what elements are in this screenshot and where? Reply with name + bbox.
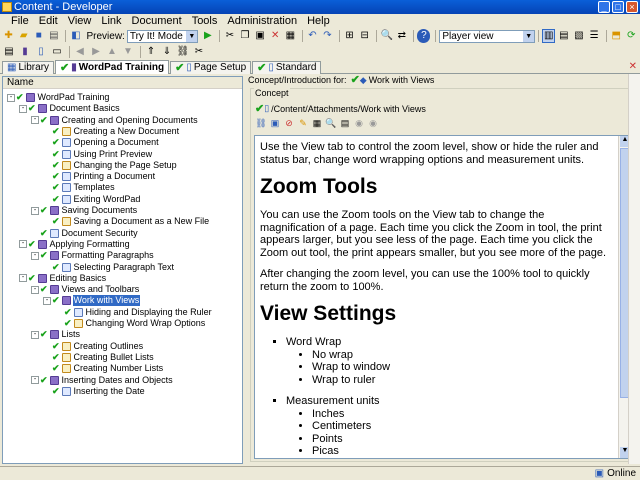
expander-icon[interactable]: - — [31, 116, 39, 124]
page-icon — [62, 387, 71, 396]
close-tab-icon[interactable]: ✕ — [628, 61, 637, 72]
expander-icon[interactable]: - — [43, 297, 51, 305]
book-icon — [50, 330, 59, 339]
expander-icon[interactable]: - — [19, 240, 27, 248]
quiz-icon — [62, 161, 71, 170]
expander-icon[interactable]: - — [31, 331, 39, 339]
check-icon: ✔ — [52, 295, 60, 306]
concept-group-label: Concept — [255, 88, 289, 98]
tree-node[interactable] — [31, 115, 199, 126]
concept-for-bar — [248, 74, 434, 86]
tree-node-label: Document Security — [61, 227, 138, 238]
outline-tree — [2, 76, 243, 464]
concept-toolbar — [255, 117, 379, 129]
check-icon: ✔ — [52, 148, 60, 159]
tree-node[interactable] — [31, 375, 174, 386]
copy-icon[interactable]: ❐ — [240, 30, 250, 41]
print-icon[interactable]: ▤ — [49, 30, 59, 41]
attachment-path — [255, 102, 426, 115]
close-button[interactable]: × — [626, 1, 638, 13]
insert-book-icon[interactable]: ▮ — [22, 46, 28, 57]
list-item: • Picas — [312, 445, 626, 458]
tree-node-label: Hiding and Displaying the Ruler — [85, 306, 212, 317]
maximize-button[interactable]: □ — [612, 1, 624, 13]
tree-node-label: Templates — [73, 182, 115, 193]
page-icon: ◆ — [359, 75, 367, 85]
page-icon — [62, 150, 71, 159]
check-icon: ✔ — [52, 182, 60, 193]
tree-node[interactable] — [43, 149, 153, 160]
network-icon: ▣ — [594, 468, 605, 479]
check-icon: ✔ — [64, 318, 72, 328]
page-icon — [62, 195, 71, 204]
cut-icon[interactable]: ✂ — [225, 30, 235, 41]
concept-group — [250, 88, 634, 462]
tree-node[interactable] — [19, 103, 121, 114]
book-icon — [50, 251, 59, 260]
main-toolbar — [0, 28, 640, 44]
check-icon: ✔ — [16, 92, 24, 102]
unlink-icon[interactable]: ⊘ — [285, 118, 293, 128]
zoom-paragraph-1: You can use the Zoom tools on the View tab to change the magnification of a page. Each time you click the Zoom in tool, the print appears larger, but you see less of the page. Each time you click the Zoom out tool, the print appears smaller, but you see more of the page. — [260, 209, 607, 259]
panel-scrollbar[interactable] — [628, 74, 640, 464]
tree-node[interactable] — [43, 126, 180, 137]
list-item: • Inches — [312, 408, 626, 421]
tree-node[interactable] — [31, 284, 140, 295]
tab-standard[interactable]: ✔ ▯ Standard — [252, 61, 321, 74]
properties-icon[interactable]: ▦ — [285, 30, 296, 41]
check-icon: ✔ — [255, 103, 265, 115]
tree-node-label: Document Basics — [49, 103, 120, 114]
link-icon[interactable]: ⛓ — [255, 118, 267, 128]
replace-icon[interactable]: ⇄ — [397, 30, 406, 41]
tree-node[interactable] — [43, 194, 141, 205]
tree-node[interactable] — [43, 160, 178, 171]
check-icon: ✔ — [28, 103, 36, 114]
tree-node-label: Inserting the Date — [73, 385, 145, 396]
book-icon — [62, 296, 71, 305]
tree-node[interactable] — [43, 363, 164, 374]
insert-section-icon[interactable]: ▭ — [52, 46, 62, 57]
template-icon: ▯ — [268, 62, 274, 73]
list-item: ▪ Word Wrap • No wrap • Wrap to window • Wrap to ruler — [286, 336, 626, 386]
page-icon — [74, 308, 83, 317]
list-item: • Points — [312, 433, 626, 446]
check-icon: ✔ — [350, 74, 360, 86]
forward-icon[interactable]: ◉ — [369, 118, 377, 128]
zoom-paragraph-2: After changing the zoom level, you can use the 100% tool to quickly return the zoom to 100%. — [260, 268, 590, 293]
minimize-button[interactable]: _ — [598, 1, 610, 13]
paste-icon[interactable]: ▣ — [255, 30, 265, 41]
redo-icon[interactable]: ↷ — [323, 30, 332, 41]
zoom-tools-heading: Zoom Tools — [260, 175, 378, 198]
outline-view-icon[interactable]: ▧ — [574, 30, 584, 41]
arrow-up-icon[interactable]: ▲ — [107, 46, 117, 57]
page-icon — [62, 263, 71, 272]
check-icon: ✔ — [52, 261, 60, 272]
tree-node-label: Printing a Document — [73, 171, 156, 182]
tree-node-label: Applying Formatting — [49, 238, 130, 249]
tree-node-label: Changing the Page Setup — [73, 159, 177, 170]
image-icon[interactable]: ▣ — [270, 118, 280, 128]
tree-node[interactable] — [19, 273, 107, 284]
refresh-icon[interactable]: ⟳ — [627, 30, 636, 41]
go-icon[interactable]: ▶ — [204, 30, 212, 41]
tree-node-label: Lists — [61, 329, 81, 340]
book-icon: ▮ — [71, 61, 77, 73]
list-item: • Wrap to ruler — [312, 374, 626, 387]
check-icon: ✔ — [28, 272, 36, 283]
chevron-down-icon: ▼ — [523, 31, 534, 42]
book-icon — [50, 285, 59, 294]
menu-link[interactable]: Link — [101, 15, 122, 27]
check-icon: ✔ — [52, 385, 60, 396]
check-icon: ✔ — [40, 284, 48, 295]
page-icon — [62, 183, 71, 192]
menu-view[interactable]: View — [67, 15, 92, 27]
status-text: Online — [607, 468, 636, 479]
arrow-down-icon[interactable]: ▼ — [123, 46, 133, 57]
list-item: • Centimeters — [312, 420, 626, 433]
tree-node[interactable] — [31, 228, 139, 239]
concept-for-value: Work with Views — [368, 75, 435, 85]
check-icon: ✔ — [52, 125, 60, 136]
concept-for-label: Concept/Introduction for: — [248, 75, 347, 85]
book-icon — [38, 274, 47, 283]
tree-node[interactable] — [43, 341, 144, 352]
outline-icon[interactable]: ▤ — [4, 46, 14, 57]
new-icon[interactable]: ✚ — [4, 30, 13, 41]
split-view-icon[interactable]: ▤ — [559, 30, 569, 41]
check-icon: ✔ — [175, 62, 185, 74]
tree-node-label: Saving Documents — [61, 205, 138, 215]
preview-icon[interactable]: ◧ — [71, 30, 81, 41]
check-in-icon[interactable]: ⇑ — [146, 46, 156, 57]
arrow-right-icon[interactable]: ▶ — [92, 46, 100, 57]
check-icon: ✔ — [52, 363, 60, 374]
expander-icon[interactable]: - — [31, 286, 39, 294]
tree-node-label: Creating Bullet Lists — [73, 351, 154, 362]
view-settings-heading: View Settings — [260, 302, 397, 325]
arrow-left-icon[interactable]: ◀ — [76, 46, 84, 57]
tree-node[interactable] — [43, 262, 175, 273]
check-icon: ✔ — [64, 306, 72, 317]
app-icon — [2, 2, 12, 12]
check-icon: ✔ — [40, 250, 48, 261]
page-icon — [62, 138, 71, 147]
tree-node[interactable] — [31, 329, 81, 340]
check-icon: ✔ — [52, 340, 60, 351]
quiz-icon — [62, 127, 71, 136]
check-icon: ✔ — [52, 137, 60, 148]
tree-node-label: Creating a New Document — [73, 125, 180, 136]
expander-icon[interactable]: - — [7, 94, 15, 102]
check-out-icon[interactable]: ⇓ — [162, 46, 172, 57]
tree-node[interactable] — [31, 250, 155, 261]
tree-node-label: Selecting Paragraph Text — [73, 261, 174, 272]
book-icon — [38, 240, 47, 249]
menu-administration[interactable]: Administration — [227, 15, 298, 27]
check-icon: ✔ — [52, 171, 60, 182]
tree-node[interactable] — [43, 295, 140, 306]
page-icon: ▯ — [264, 103, 270, 113]
check-icon: ✔ — [40, 227, 48, 238]
settings-list — [286, 336, 626, 458]
page-icon — [62, 172, 71, 181]
tree-node[interactable] — [43, 216, 210, 227]
tree-node-label: Views and Toolbars — [61, 284, 140, 295]
tree-node[interactable] — [7, 92, 110, 103]
tree-node[interactable] — [55, 307, 213, 318]
quiz-icon — [74, 319, 83, 328]
check-icon: ✔ — [52, 351, 60, 362]
back-icon[interactable]: ◉ — [355, 118, 363, 128]
status-bar — [0, 466, 640, 480]
scroll-up-icon[interactable]: ▲ — [620, 136, 630, 147]
check-icon: ✔ — [52, 216, 60, 227]
menu-help[interactable]: Help — [307, 15, 330, 27]
preview-mode-value: Try It! Mode — [129, 30, 183, 42]
preview-icon[interactable]: ▤ — [340, 118, 350, 128]
tree-node-label: Creating Outlines — [73, 340, 144, 351]
preview-mode-select[interactable] — [127, 30, 198, 43]
check-icon: ✔ — [60, 61, 70, 74]
tree-node-label: Work with Views — [73, 295, 140, 306]
list-item: • No wrap — [312, 349, 626, 362]
attachment-path-text: /Content/Attachments/Work with Views — [271, 103, 426, 114]
tab-wordpad-training[interactable]: ✔ ▮ WordPad Training — [55, 60, 169, 74]
check-icon: ✔ — [40, 114, 48, 125]
preview-label: Preview: — [86, 30, 125, 42]
edit-icon[interactable]: ✎ — [299, 118, 307, 128]
concept-content[interactable] — [254, 135, 631, 459]
tree-node-label: Creating and Opening Documents — [61, 114, 198, 125]
publish-icon[interactable]: ⬒ — [611, 30, 621, 41]
quiz-icon — [62, 342, 71, 351]
tab-page-setup[interactable]: ✔ ▯ Page Setup — [170, 61, 251, 74]
tree-node-label: Editing Basics — [49, 272, 107, 283]
tree-node[interactable] — [43, 171, 156, 182]
tab-library[interactable]: ▦ Library — [2, 61, 54, 74]
expander-icon[interactable]: - — [31, 252, 39, 260]
check-icon: ✔ — [40, 329, 48, 340]
tree-node[interactable] — [31, 205, 138, 216]
title-bar — [0, 0, 640, 14]
player-view-value: Player view — [442, 30, 494, 42]
menu-bar — [0, 14, 640, 28]
tree-node-label: Inserting Dates and Objects — [61, 374, 173, 385]
properties-icon[interactable]: ▦ — [312, 118, 322, 128]
tree-node[interactable] — [43, 182, 116, 193]
expander-icon[interactable]: - — [19, 105, 27, 113]
check-icon: ✔ — [40, 205, 48, 215]
tree-header: Name — [3, 77, 242, 89]
book-icon — [38, 104, 47, 113]
insert-page-icon[interactable]: ▯ — [38, 46, 44, 57]
player-view-select[interactable] — [439, 30, 535, 43]
check-icon: ✔ — [40, 374, 48, 385]
check-icon: ✔ — [28, 238, 36, 249]
book-icon — [50, 116, 59, 125]
menu-edit[interactable]: Edit — [38, 15, 58, 27]
menu-document[interactable]: Document — [131, 15, 182, 27]
expander-icon[interactable]: - — [31, 376, 39, 384]
tree-node[interactable] — [43, 352, 155, 363]
intro-paragraph: Use the View tab to control the zoom level, show or hide the ruler and status bar, change word wrapping options and measurement units. — [260, 141, 599, 166]
help-icon[interactable]: ? — [417, 29, 430, 43]
tree-node-label: Saving a Document as a New File — [73, 216, 210, 227]
expander-icon[interactable]: - — [19, 274, 27, 282]
scroll-down-icon[interactable]: ▼ — [620, 447, 630, 458]
document-tabs — [0, 60, 640, 74]
book-icon — [50, 206, 59, 215]
tree-node-label: Exiting WordPad — [73, 193, 141, 204]
layout-view-icon[interactable]: ▥ — [543, 30, 554, 41]
outline-toolbar — [0, 44, 640, 60]
quiz-icon — [62, 364, 71, 373]
expander-icon[interactable]: - — [31, 207, 39, 215]
list-item: • Wrap to window — [312, 361, 626, 374]
tree-node[interactable] — [43, 386, 146, 397]
tree-node-label: Opening a Document — [73, 137, 159, 148]
tree-node-label: Changing Word Wrap Options — [85, 318, 206, 328]
list-item: ▪ Measurement units • Inches • Centimeters • Points • Picas — [286, 395, 626, 458]
save-icon[interactable]: ■ — [35, 30, 42, 41]
tree-node[interactable] — [55, 318, 206, 329]
check-icon: ✔ — [257, 62, 267, 74]
tree-node-label: WordPad Training — [37, 92, 110, 102]
menu-file[interactable]: File — [11, 15, 29, 27]
undo-icon[interactable]: ↶ — [308, 30, 317, 41]
open-icon[interactable]: ▰ — [19, 30, 28, 41]
check-icon: ✔ — [52, 193, 60, 204]
zoom-out-icon[interactable]: ⊟ — [360, 30, 369, 41]
menu-tools[interactable]: Tools — [191, 15, 218, 27]
tree-node[interactable] — [19, 239, 131, 250]
window-title: Content - Developer — [14, 1, 113, 13]
list-view-icon[interactable]: ☰ — [589, 30, 599, 41]
book-icon — [26, 93, 35, 102]
find-icon[interactable]: 🔍 — [380, 30, 393, 41]
book-icon — [50, 376, 59, 385]
page-icon: ▯ — [186, 62, 192, 73]
chevron-down-icon: ▼ — [186, 31, 197, 42]
tree-node-label: Formatting Paragraphs — [61, 250, 154, 261]
unlink-icon[interactable]: ✂ — [194, 46, 204, 57]
delete-icon[interactable]: ✕ — [271, 30, 280, 41]
tree-node-label: Using Print Preview — [73, 148, 153, 159]
tree-node[interactable] — [43, 137, 160, 148]
quiz-icon — [62, 353, 71, 362]
zoom-in-icon[interactable]: ⊞ — [345, 30, 354, 41]
check-icon: ✔ — [52, 159, 60, 170]
tree-node-label: Creating Number Lists — [73, 363, 164, 374]
link-icon[interactable]: ⛓ — [176, 46, 190, 57]
quiz-icon — [62, 217, 71, 226]
library-icon: ▦ — [7, 62, 17, 73]
find-icon[interactable]: 🔍 — [325, 118, 337, 128]
page-icon — [50, 229, 59, 238]
